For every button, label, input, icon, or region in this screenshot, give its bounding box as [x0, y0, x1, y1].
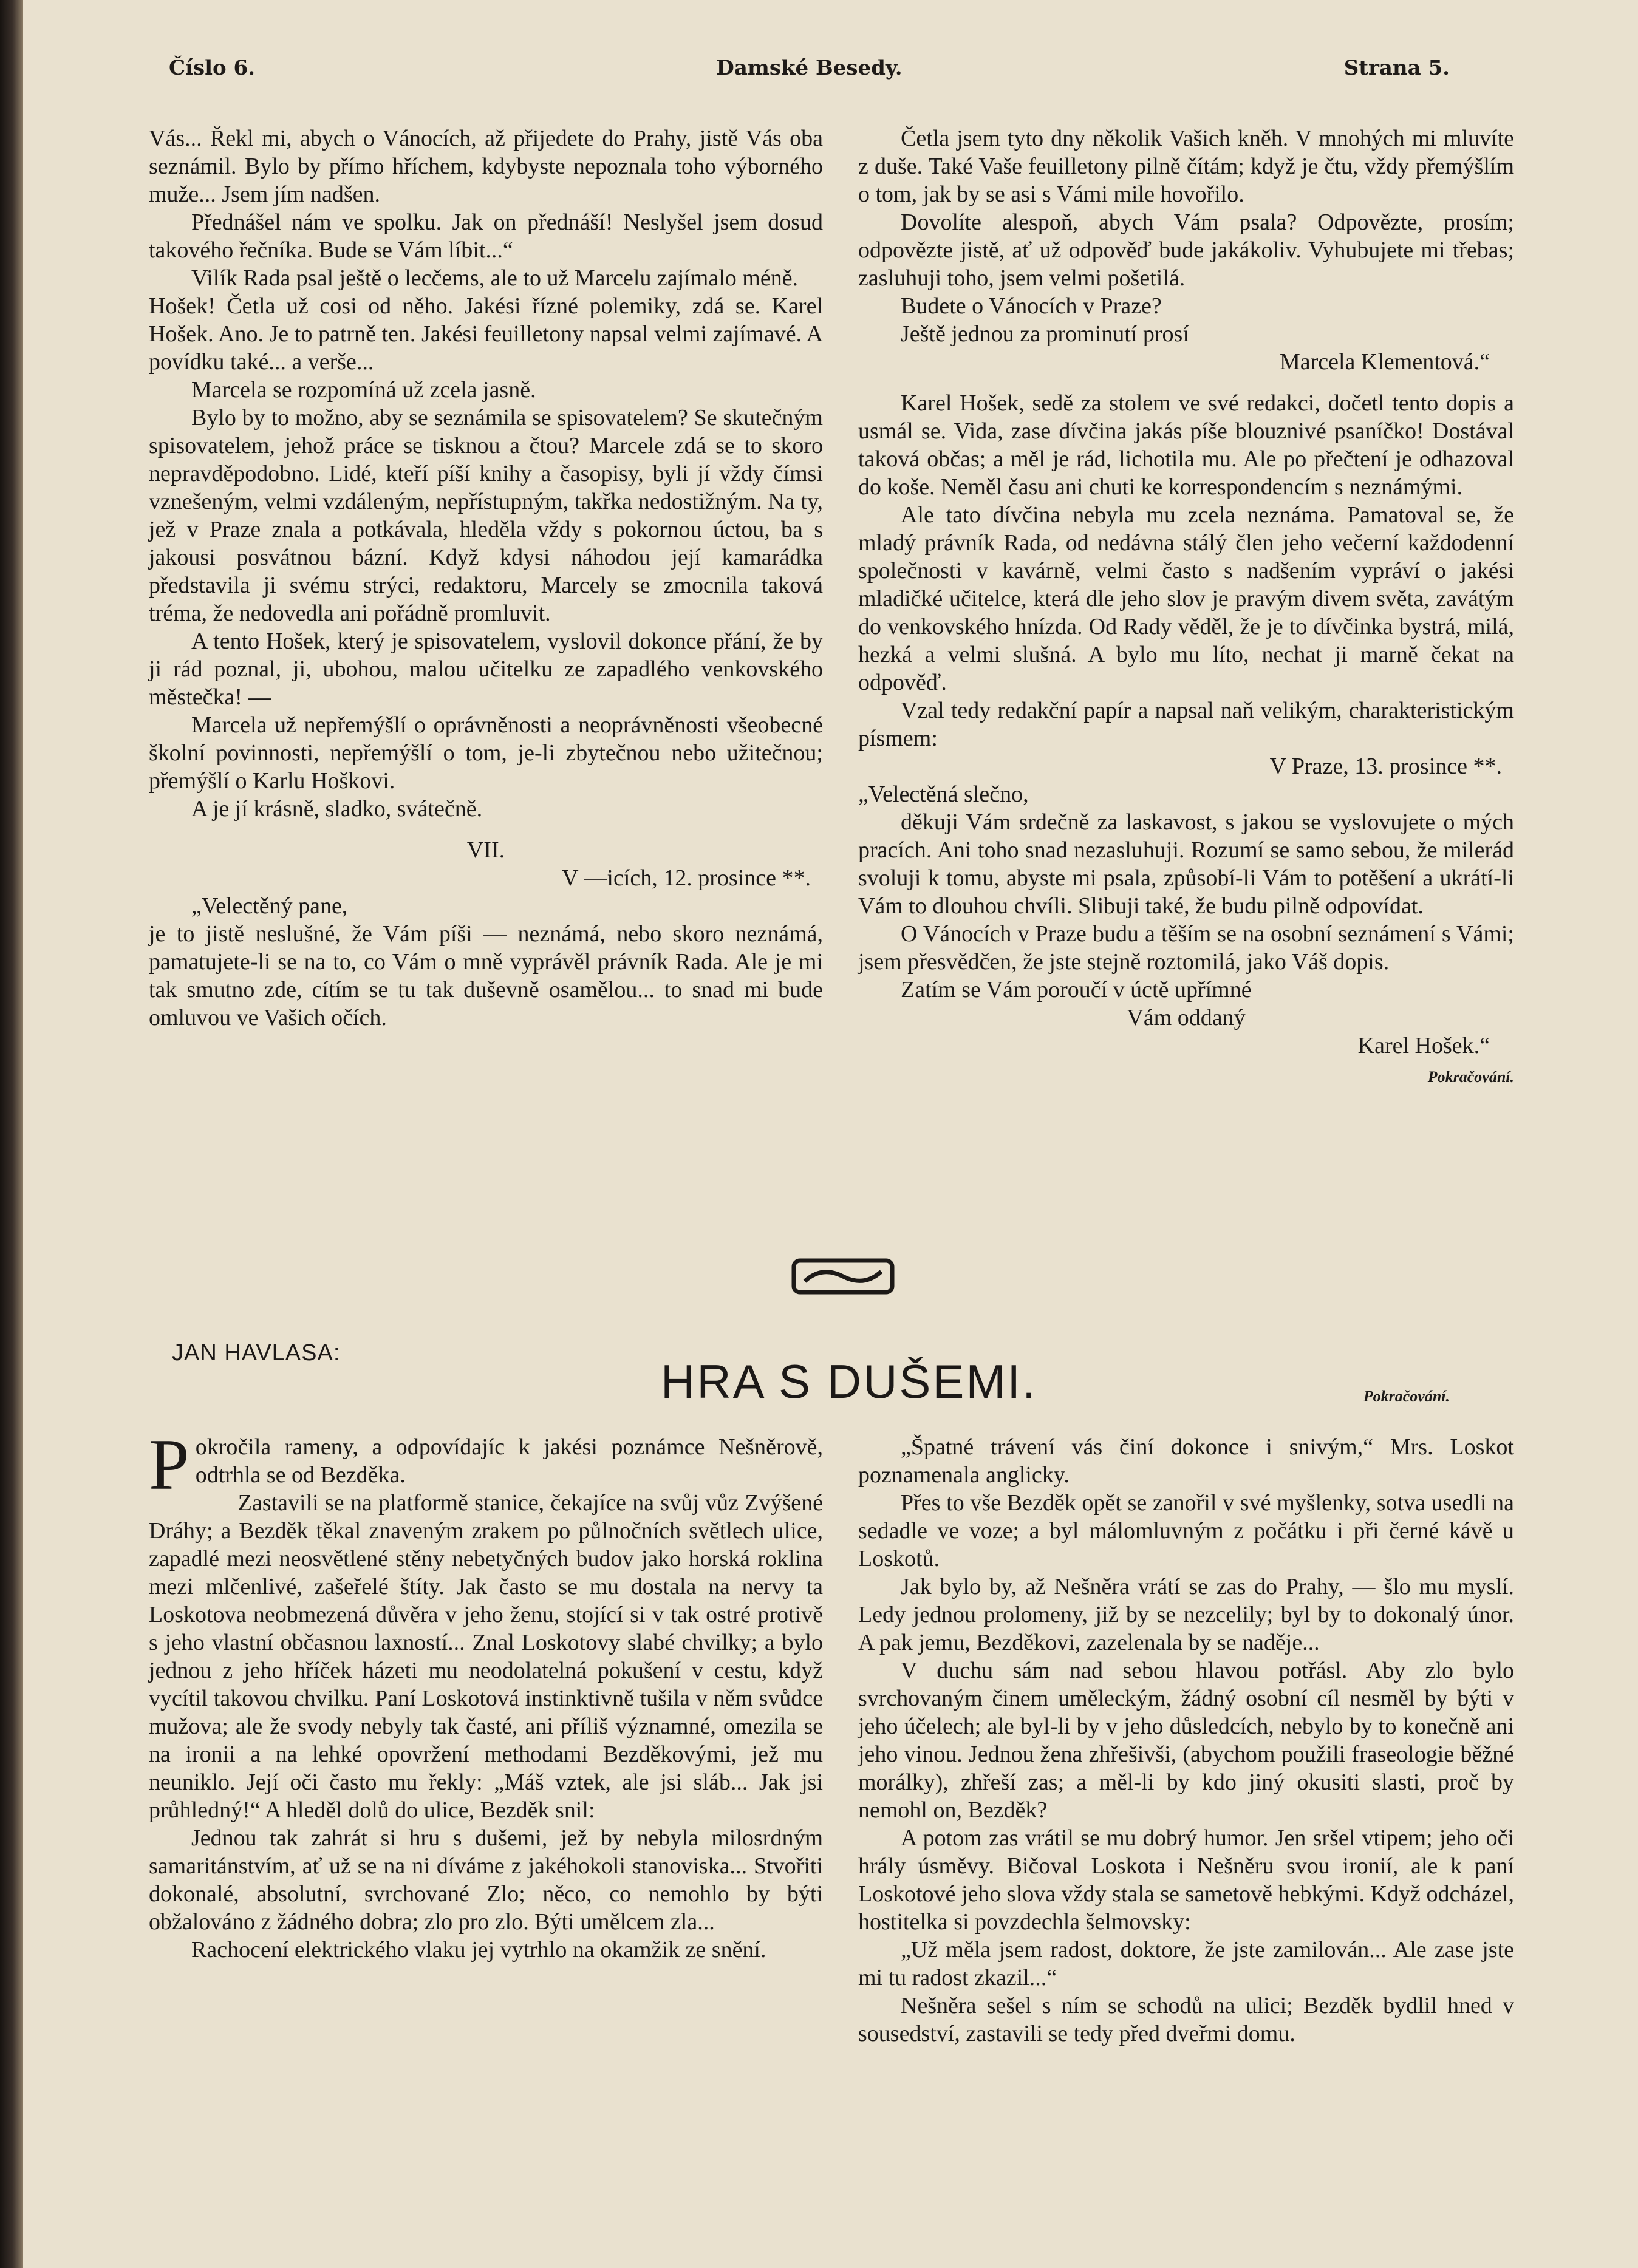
paragraph: Rachocení elektrického vlaku jej vytrhlo na okamžik ze snění.: [191, 1937, 766, 1963]
magazine-page: [23, 0, 1638, 2268]
letter1-body: je to jistě neslušné, že Vám píši — neznámá, nebo skoro neznámá, pamatujete-li se na to, co Vám o mně vyprávěl právník Rada. Ale je mi tak smutno zde, cítím se tu tak duševně osamělou... to snad mi bude omluvou ve Vašich očích.: [149, 921, 823, 1030]
paragraph: Zastavili se na platformě stanice, čekajíce na svůj vůz Zvýšené Dráhy; a Bezděk těkal znaveným zrakem po půlnočních světlech ulice, zapadlé mezi neosvětlené stěny nebetyčných budov jako horská roklina mezi mlčenlivé, zašeřelé štíty. Jak často se mu dostala na nervy ta Loskotova neobmezená důvěra v jeho ženu, stojící si v tak ostré protivě s jeho vlastní občasnou laxností... Znal Loskotovy slabé chvilky; a bylo jednou z jeho hříček házeti mu neodolatelná pokušení v cestu, když vycítil takovou chvilku. Paní Loskotová instinktivně tušila v něm svůdce mužova; ale že svody nebyly tak časté, ani příliš významné, omezila se na ironii a na lehké opovržení methodami Bezděkovými, jež mu neuniklo. Její oči často mu řekly: „Máš vztek, ale jsi sláb... Jak jsi průhledný!“ A hleděl dolů do ulice, Bezděk snil:: [149, 1490, 823, 1823]
top-right-column: [858, 124, 1514, 1091]
continued-note-top: Pokračování.: [1427, 1068, 1514, 1086]
paragraph: „Už měla jsem radost, doktore, že jste zamilován... Ale zase jste mi tu radost zkazil...“: [858, 1937, 1514, 1990]
paragraph: Vilík Rada psal ještě o lecčems, ale to už Marcelu zajímalo méně.: [191, 265, 799, 291]
paragraph: Vás... Řekl mi, abych o Vánocích, až přijedete do Prahy, jistě Vás oba seznámil. Bylo by přímo hříchem, kdybyste nepoznala toho výborného muže... Jsem jím nadšen.: [149, 126, 823, 207]
drop-cap: P: [149, 1424, 189, 1505]
top-left-column: [149, 124, 823, 1032]
paragraph: Bylo by to možno, aby se seznámila se spisovatelem? Se skutečným spisovatelem, jehož práce se tisknou a čtou? Marcele zdá se to skoro nepravděpodobno. Lidé, kteří píší knihy a časopisy, byli jí vždy čímsi vznešeným, velmi vzdáleným, nepřístupným, takřka nedostižným. Na ty, jež v Praze znala a potkávala, hleděla vždy s pokornou úctou, ba s jakousi posvátnou bázní. Když kdysi náhodou její kamarádka představila ji svému strýci, redaktoru, Marcely se zmocnila taková tréma, že nedovedla ani pořádně promluvit.: [149, 405, 823, 626]
page-header: [169, 56, 1450, 80]
paragraph: Karel Hošek, sedě za stolem ve své redakci, dočetl tento dopis a usmál se. Vida, zase dívčina jakás píše blouznivé psaníčko! Dostával taková občas; a měl je rád, lichotila mu. Ale po přečtení je odhazoval do koše. Neměl času ani chuti ke korrespondencím s neznámými.: [858, 390, 1514, 500]
magazine-title: Damské Besedy.: [716, 56, 903, 80]
letter1-salutation: „Velectěný pane,: [191, 893, 348, 919]
paragraph: A je jí krásně, sladko, svátečně.: [191, 796, 483, 822]
letter2-signature: Karel Hošek.“: [1357, 1033, 1490, 1058]
paragraph: Přes to vše Bezděk opět se zanořil v své myšlenky, sotva usedli na sedadle ve voze; a byl málomluvným z počátku i při černé kávě u Loskotů.: [858, 1490, 1514, 1572]
story-opening: [149, 1424, 823, 1505]
paragraph: Jednou tak zahrát si hru s dušemi, jež by nebyla milosrdným samaritánstvím, ať už se na ni díváme z jakéhokoli stanoviska... Stvořiti dokonalé, absolutní, svrchované Zlo; něco, co nemohlo by býti obžalováno z žádného dobra; zlo pro zlo. Býti umělcem zla...: [149, 1825, 823, 1935]
paragraph: Jak bylo by, až Nešněra vrátí se zas do Prahy, — šlo mu myslí. Ledy jednou prolomeny, již by se nezcelily; byl by to dokonalý únor. A pak jemu, Bezděkovi, zazelenala by se naděje...: [858, 1574, 1514, 1655]
letter1-signature: Marcela Klementová.“: [1279, 349, 1490, 375]
book-binding: [0, 0, 23, 2268]
paragraph: děkuji Vám srdečně za laskavost, s jakou se vyslovujete o mých pracích. Ani toho snad nezasluhuji. Rozumí se samo sebou, že milerád svoluji k tomu, abyste mi psala, způsobí-li Vám to potěšení a ukrátí-li Vám to dlouhou chvíli. Slibuji také, že budu pilně odpovídat.: [858, 809, 1514, 919]
paragraph: O Vánocích v Praze budu a těším se na osobní seznámení s Vámi; jsem přesvědčen, že jste stejně roztomilá, jako Váš dopis.: [858, 921, 1514, 975]
section-number: VII.: [466, 837, 505, 863]
paragraph: Nešněra sešel s ním se schodů na ulici; Bezděk bydlil hned v sousedství, zastavili se tedy před dveřmi domu.: [858, 1993, 1514, 2046]
bottom-right-column: [858, 1433, 1514, 2048]
issue-number: Číslo 6.: [169, 56, 256, 80]
letter2-place-date: V Praze, 13. prosince **.: [1269, 754, 1502, 779]
paragraph: Ještě jednou za prominutí prosí: [901, 321, 1189, 347]
paragraph: Marcela už nepřemýšlí o oprávněnosti a neoprávněnosti všeobecné školní povinnosti, nepřemýšlí o tom, je-li zbytečnou nebo užitečnou; přemýšlí o Karlu Hoškovi.: [149, 712, 823, 794]
paragraph: A tento Hošek, který je spisovatelem, vyslovil dokonce přání, že by ji rád poznal, ji, ubohou, malou učitelku ze zapadlého venkovského městečka! —: [149, 628, 823, 710]
paragraph: Dovolíte alespoň, abych Vám psala? Odpovězte, prosím; odpovězte jistě, ať už odpověď bude jakákoliv. Vyhubujete mi třebas; zasluhuji toho, jsem velmi pošetilá.: [858, 209, 1514, 291]
paragraph: Ale tato dívčina nebyla mu zcela neznáma. Pamatoval se, že mladý právník Rada, od nedávna stálý člen jeho večerní každodenní společnosti v kavárně, velmi často s nadšením vypráví o jakési mladičké učitelce, která dle jeho slov je pravým divem světa, zavátým do venkovského hnízda. Od Rady věděl, že je to dívčinka bystrá, milá, hezká a velmi slušná. A bylo mu líto, nechat ji marně čekat na odpověď.: [858, 502, 1514, 695]
story-title: HRA S DUŠEMI.: [661, 1355, 1037, 1408]
paragraph: Zatím se Vám poroučí v úctě upřímné: [901, 977, 1252, 1003]
paragraph: A potom zas vrátil se mu dobrý humor. Jen sršel vtipem; jeho oči hrály úsměvy. Bičoval Loskota i Nešněru svou ironií, ale k paní Loskotové jeho slova vždy stala se sametově hebkými. Když odcházel, hostitelka si povzdechla šelmovsky:: [858, 1825, 1514, 1935]
author-byline: JAN HAVLASA:: [172, 1340, 341, 1366]
paragraph: Četla jsem tyto dny několik Vašich kněh. V mnohých mi mluvíte z duše. Také Vaše feuilletony pilně čítám; když je čtu, vždy přemýšlím o tom, jak by se asi s Vámi mile hovořilo.: [858, 126, 1514, 207]
divider-ornament-icon: [791, 1257, 895, 1296]
paragraph: Přednášel nám ve spolku. Jak on přednáší! Neslyšel jsem dosud takového řečníka. Bude se Vám líbit...“: [149, 209, 823, 263]
letter2-closing: Vám oddaný: [1127, 1005, 1246, 1030]
letter2-salutation: „Velectěná slečno,: [858, 782, 1029, 807]
bottom-left-column: [149, 1424, 823, 1964]
paragraph: Budete o Vánocích v Praze?: [901, 293, 1162, 319]
page-number: Strana 5.: [1343, 56, 1450, 80]
paragraph: V duchu sám nad sebou hlavou potřásl. Aby zlo bylo svrchovaným činem uměleckým, žádný osobní cíl nesměl by býti v jeho účelech; ale byl-li by v jeho důsledcích, nebylo by to konečně ani jeho vinou. Jednou žena zhřešivši, (abychom použili fraseologie běžné morálky), zhřeší zas; a měl-li by kdo jiný okusiti slasti, proč by nemohl on, Bezděk?: [858, 1658, 1514, 1823]
letter1-place-date: V —icích, 12. prosince **.: [562, 865, 811, 891]
paragraph: Marcela se rozpomíná už zcela jasně.: [191, 377, 536, 403]
continued-note-title: Pokračování.: [1363, 1388, 1450, 1405]
paragraph: Vzal tedy redakční papír a napsal naň velikým, charakteristickým písmem:: [858, 698, 1514, 751]
paragraph: Hošek! Četla už cosi od něho. Jakési řízné polemiky, zdá se. Karel Hošek. Ano. Je to patrně ten. Jakési feuilletony napsal velmi zajímavé. A povídku také... a verše...: [149, 293, 823, 375]
story-opening-text: okročila rameny, a odpovídajíc k jakési poznámce Nešněrově, odtrhla se od Bezděka.: [195, 1434, 823, 1488]
paragraph: „Špatné trávení vás činí dokonce i snivým,“ Mrs. Loskot poznamenala anglicky.: [858, 1434, 1514, 1488]
